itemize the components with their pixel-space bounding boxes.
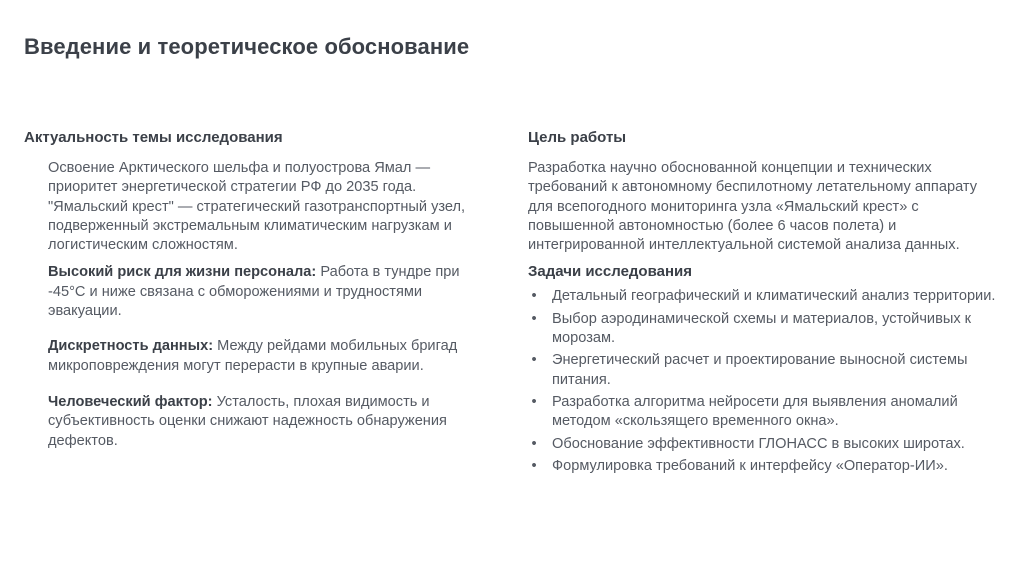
- task-text: Выбор аэродинамической схемы и материалов, устойчивых к морозам.: [552, 310, 972, 347]
- goal-text: Разработка научно обоснованной концепции и технических требований к автономному беспилотному летательному аппарату для всепогодного мониторинга узла «Ямальский крест» с повышенной автономностью (более 6 часов полета) и интегрированной интеллектуальной системой анализа данных.: [528, 160, 978, 254]
- goal-heading: Цель работы: [528, 129, 627, 146]
- risk-paragraph: [48, 263, 498, 321]
- relevance-heading: Актуальность темы исследования: [24, 129, 283, 146]
- bullet-icon: •: [531, 393, 537, 410]
- tasks-list: [528, 287, 1008, 476]
- bullet-icon: •: [531, 310, 537, 327]
- data-label: Дискретность данных:: [48, 338, 214, 355]
- list-item: [528, 435, 1008, 454]
- data-text: Между рейдами мобильных бригад микроповреждения могут перерасти в крупные аварии.: [48, 338, 458, 374]
- relevance-intro: Освоение Арктического шельфа и полуострова Ямал — приоритет энергетической стратегии РФ до 2035 года. "Ямальский крест" — стратегический газотранспортный узел, подверженный экстремальным климатическим нагрузкам и логистическим сложностям.: [48, 160, 466, 254]
- list-item: [528, 351, 1008, 390]
- human-factor-label: Человеческий фактор:: [48, 393, 213, 410]
- human-factor-text: Усталость, плохая видимость и субъективность оценки снижают надежность обнаружения дефектов.: [48, 393, 447, 449]
- human-factor-paragraph: [48, 393, 518, 451]
- list-item: [528, 287, 1008, 306]
- task-text: Энергетический расчет и проектирование выносной системы питания.: [552, 352, 968, 388]
- task-text: Обоснование эффективности ГЛОНАСС в высоких широтах.: [552, 435, 965, 452]
- list-item: [528, 393, 1008, 432]
- list-item: [528, 310, 1008, 349]
- risk-label: Высокий риск для жизни персонала:: [48, 264, 317, 281]
- slide-title: Введение и теоретическое обоснование: [24, 34, 470, 59]
- left-column: [24, 129, 504, 451]
- data-paragraph: [48, 337, 498, 376]
- bullet-icon: •: [531, 352, 537, 369]
- task-text: Формулировка требований к интерфейсу «Оператор-ИИ».: [552, 457, 948, 474]
- risk-text: Работа в тундре при -45°C и ниже связана с обморожениями и трудностями эвакуации.: [48, 264, 460, 320]
- bullet-icon: •: [531, 435, 537, 452]
- task-text: Детальный географический и климатический анализ территории.: [552, 288, 996, 305]
- bullet-icon: •: [531, 288, 537, 305]
- tasks-heading: Задачи исследования: [528, 263, 692, 281]
- bullet-icon: •: [531, 457, 537, 474]
- task-text: Разработка алгоритма нейросети для выявления аномалий методом «скользящего временного окна».: [552, 393, 958, 430]
- list-item: [528, 457, 1008, 476]
- right-column: [528, 129, 1008, 479]
